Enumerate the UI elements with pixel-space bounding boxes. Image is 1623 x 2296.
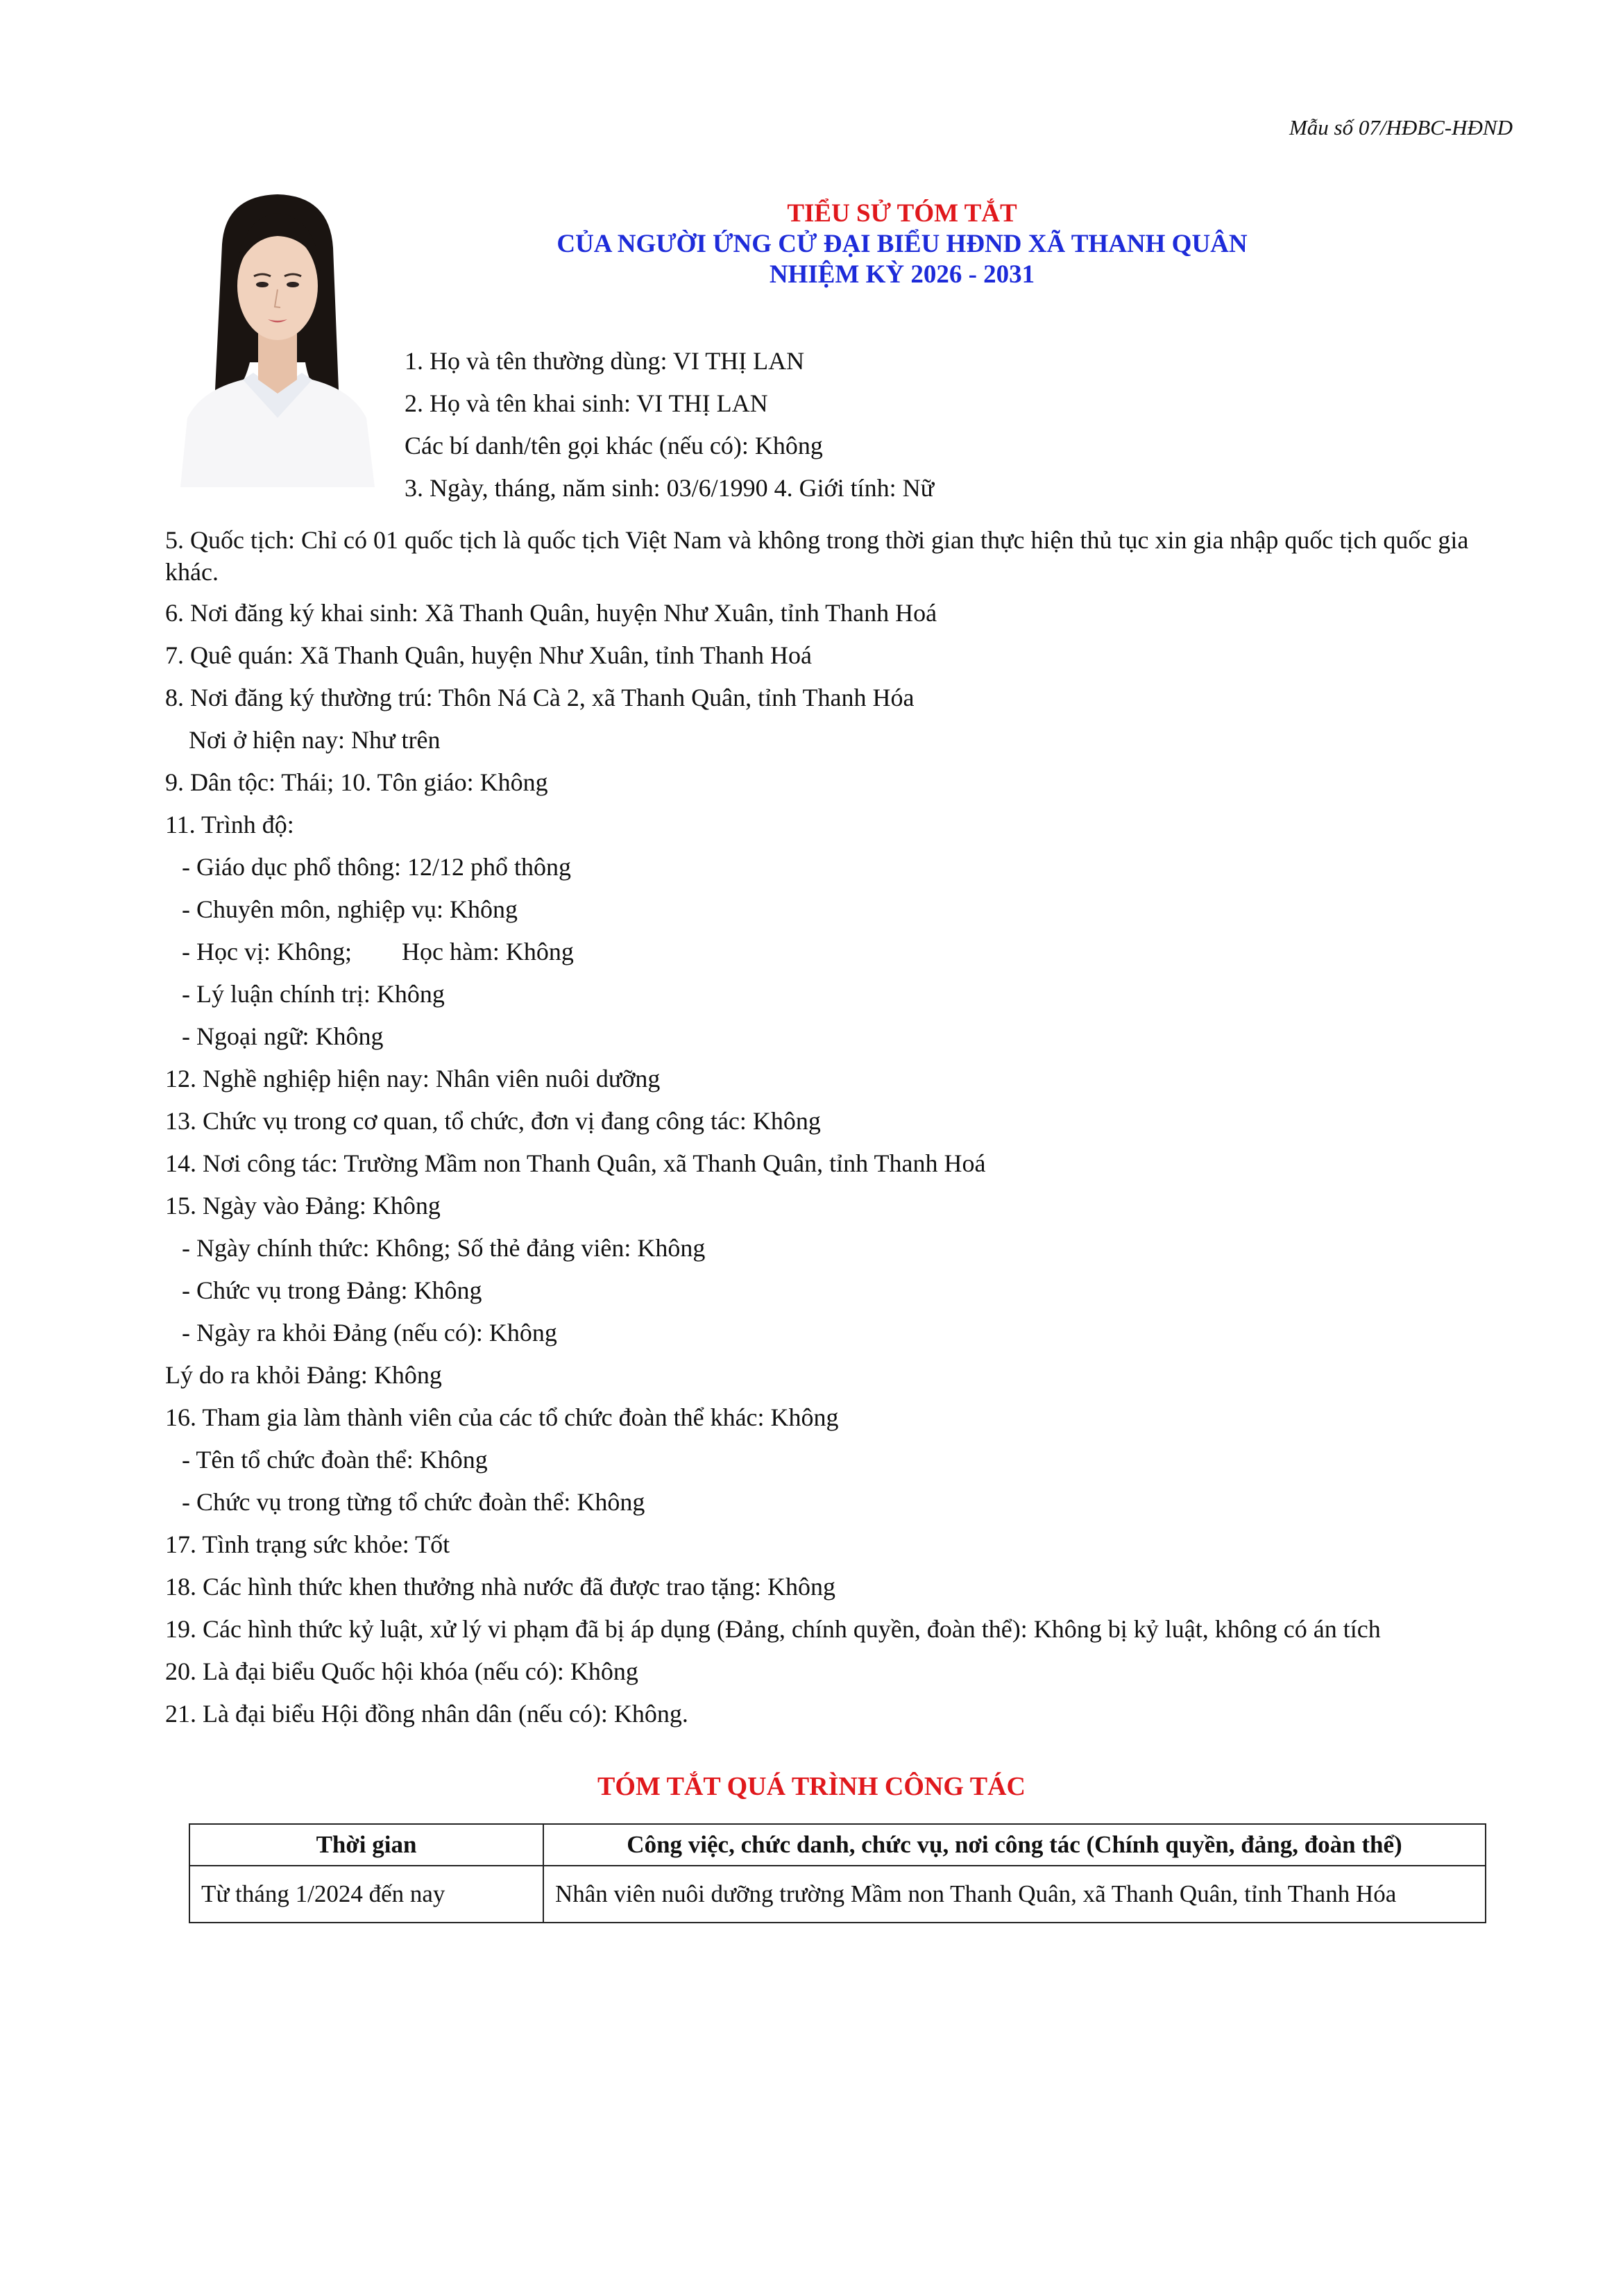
item-20-national-assembly: 20. Là đại biểu Quốc hội khóa (nếu có): Không bbox=[165, 1657, 638, 1685]
item-3-4-birth-date-gender: 3. Ngày, tháng, năm sinh: 03/6/1990 4. Giới tính: Nữ bbox=[405, 474, 935, 502]
item-party-official-date: - Ngày chính thức: Không; Số thẻ đảng viên: Không bbox=[182, 1234, 706, 1262]
item-political-theory: - Lý luận chính trị: Không bbox=[182, 980, 445, 1008]
item-13-position: 13. Chức vụ trong cơ quan, tổ chức, đơn vị đang công tác: Không bbox=[165, 1107, 821, 1135]
form-code: Mẫu số 07/HĐBC-HĐND bbox=[1289, 115, 1513, 140]
portrait-photo bbox=[173, 182, 380, 487]
item-current-residence: Nơi ở hiện nay: Như trên bbox=[189, 726, 441, 754]
work-summary-title: TÓM TẮT QUÁ TRÌNH CÔNG TÁC bbox=[597, 1772, 1026, 1801]
document-title-block bbox=[541, 199, 1263, 290]
item-5-nationality: 5. Quốc tịch: Chỉ có 01 quốc tịch là quốc tịch Việt Nam và không trong thời gian thực hiện thủ tục xin gia nhập quốc tịch quốc gia khác. bbox=[165, 526, 1469, 586]
item-2-birth-name: 2. Họ và tên khai sinh: VI THỊ LAN bbox=[405, 389, 768, 417]
item-21-peoples-council: 21. Là đại biểu Hội đồng nhân dân (nếu có): Không. bbox=[165, 1700, 688, 1728]
cell-work: Nhân viên nuôi dưỡng trường Mầm non Thanh Quân, xã Thanh Quân, tỉnh Thanh Hóa bbox=[543, 1866, 1486, 1923]
item-specialty: - Chuyên môn, nghiệp vụ: Không bbox=[182, 895, 518, 923]
title-line-1: TIỂU SỬ TÓM TẮT bbox=[787, 199, 1017, 228]
item-15-party-entry: 15. Ngày vào Đảng: Không bbox=[165, 1192, 441, 1219]
column-header-work: Công việc, chức danh, chức vụ, nơi công tác (Chính quyền, đảng, đoàn thể) bbox=[543, 1824, 1486, 1866]
item-9-10-ethnicity-religion: 9. Dân tộc: Thái; 10. Tôn giáo: Không bbox=[165, 768, 548, 796]
item-7-hometown: 7. Quê quán: Xã Thanh Quân, huyện Như Xuân, tỉnh Thanh Hoá bbox=[165, 641, 812, 669]
item-organization-name: - Tên tổ chức đoàn thể: Không bbox=[182, 1446, 488, 1474]
column-header-time: Thời gian bbox=[189, 1824, 543, 1866]
item-11-qualifications: 11. Trình độ: bbox=[165, 811, 294, 838]
work-history-table bbox=[189, 1823, 1486, 1923]
item-14-workplace: 14. Nơi công tác: Trường Mầm non Thanh Quân, xã Thanh Quân, tỉnh Thanh Hoá bbox=[165, 1149, 986, 1177]
item-party-exit-date: - Ngày ra khỏi Đảng (nếu có): Không bbox=[182, 1319, 557, 1347]
item-degree-title: - Học vị: Không; Học hàm: Không bbox=[182, 938, 574, 965]
item-party-exit-reason: Lý do ra khỏi Đảng: Không bbox=[165, 1361, 442, 1389]
item-party-position: - Chức vụ trong Đảng: Không bbox=[182, 1276, 482, 1304]
item-16-organizations: 16. Tham gia làm thành viên của các tổ chức đoàn thể khác: Không bbox=[165, 1403, 839, 1431]
item-6-birth-registration: 6. Nơi đăng ký khai sinh: Xã Thanh Quân, huyện Như Xuân, tỉnh Thanh Hoá bbox=[165, 599, 937, 627]
item-12-occupation: 12. Nghề nghiệp hiện nay: Nhân viên nuôi dưỡng bbox=[165, 1065, 661, 1092]
item-aliases: Các bí danh/tên gọi khác (nếu có): Không bbox=[405, 432, 823, 459]
item-17-health: 17. Tình trạng sức khỏe: Tốt bbox=[165, 1530, 450, 1558]
item-organization-position: - Chức vụ trong từng tổ chức đoàn thể: Không bbox=[182, 1488, 645, 1516]
item-1-common-name: 1. Họ và tên thường dùng: VI THỊ LAN bbox=[405, 347, 805, 375]
item-19-discipline: 19. Các hình thức kỷ luật, xử lý vi phạm đã bị áp dụng (Đảng, chính quyền, đoàn thể): Không bị kỷ luật, không có án tích bbox=[165, 1615, 1381, 1643]
item-general-education: - Giáo dục phổ thông: 12/12 phổ thông bbox=[182, 853, 571, 881]
table-header-row bbox=[189, 1824, 1486, 1866]
item-foreign-language: - Ngoại ngữ: Không bbox=[182, 1022, 384, 1050]
title-line-2: CỦA NGƯỜI ỨNG CỬ ĐẠI BIỂU HĐND XÃ THANH QUÂN bbox=[556, 230, 1248, 258]
cell-time: Từ tháng 1/2024 đến nay bbox=[189, 1866, 543, 1923]
item-18-awards: 18. Các hình thức khen thưởng nhà nước đã được trao tặng: Không bbox=[165, 1573, 835, 1601]
table-row bbox=[189, 1866, 1486, 1923]
title-line-3: NHIỆM KỲ 2026 - 2031 bbox=[769, 260, 1035, 289]
item-8-permanent-residence: 8. Nơi đăng ký thường trú: Thôn Ná Cà 2, xã Thanh Quân, tỉnh Thanh Hóa bbox=[165, 684, 915, 711]
